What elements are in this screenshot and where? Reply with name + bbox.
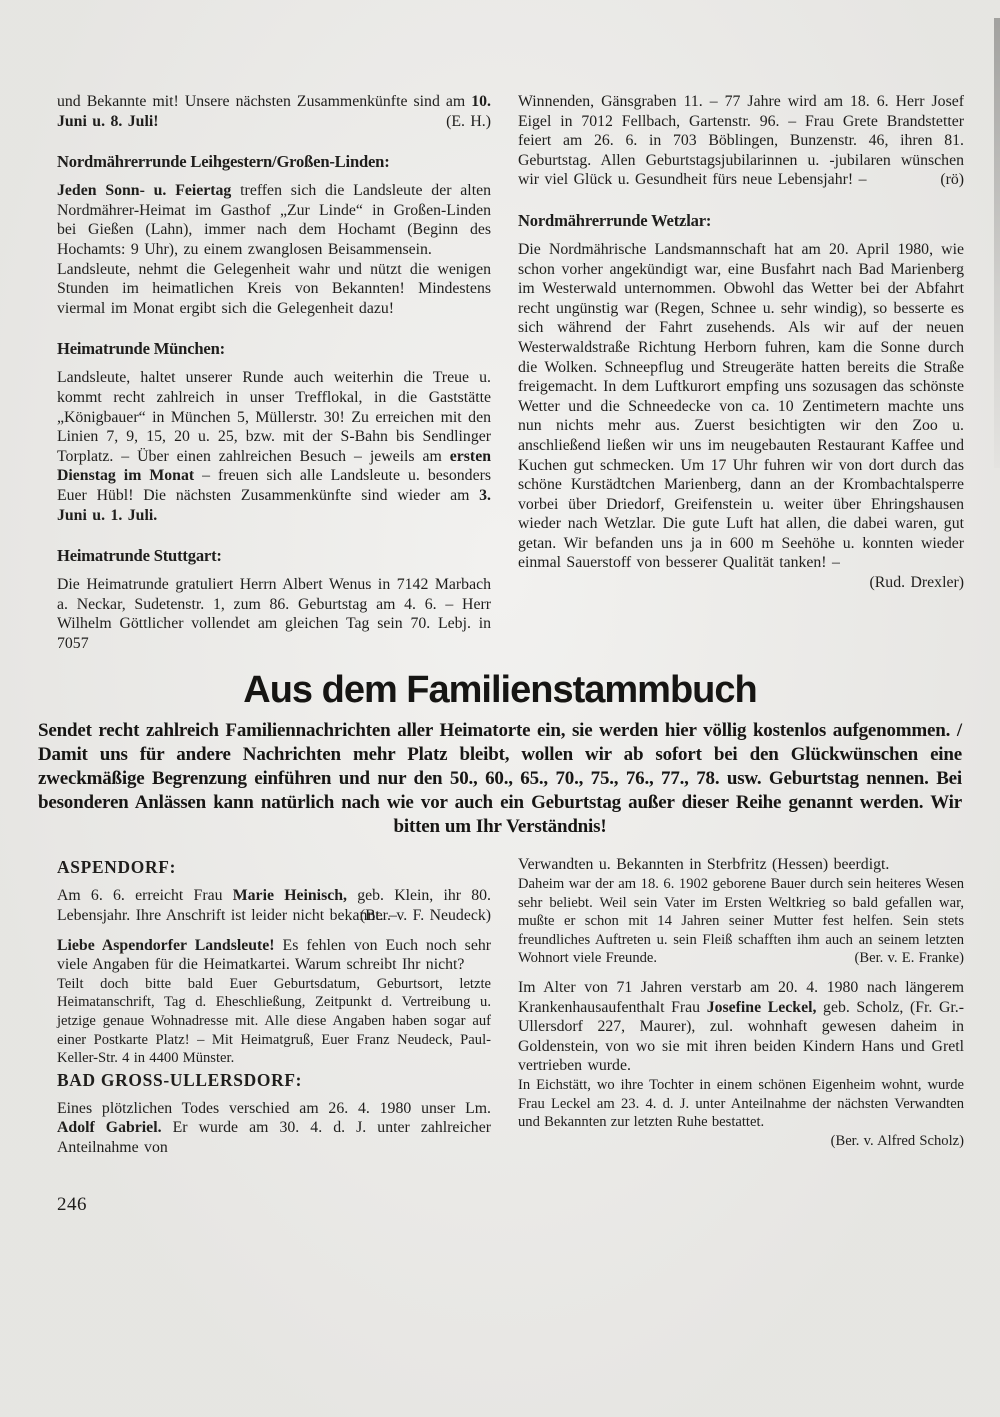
paragraph: [518, 855, 964, 875]
text-run: Heimatrunde München:: [57, 339, 225, 359]
text-run: Die Nordmährische Landsmannschaft hat am 20. April 1980, wie schon vorher angekündigt war, eine Busfahrt nach Bad Marienberg im Westerwald unternommen. Obwohl das Wetter bei der Abfahrt recht ungünstig war (Regen, Schnee u. sehr windig), so besserte es sich während der Fahrt zusehends. Als wir auf der neuen Westerwaldstraße Richtung Herborn fuhren, kam die Sonne durch die Wolken. Schneepflug und Streugeräte hatten bereits die Straße freigemacht. In dem Luftkurort empfing uns sozusagen das schönste Wetter und die Schneedecke von ca. 10 Zentimetern machte uns nun nichts mehr aus. Zuerst besichtigten wir den Zoo u. anschließend ließen wir uns im neugebauten Restaurant Kaffee und Kuchen gut schmecken. Um 17 Uhr fuhren wir von dort durch das schöne Kurstädtchen Marienberg, dann an der Krombachtalsperre vorbei über Driedorf, Greifenstein u. weiter über Ehringshausen wieder nach Wetzlar. Die gute Luft hat allen, die dabei waren, gut getan. Wir befanden uns ja in 600 m Seehöhe u. konnten wieder einmal Sauerstoff von besserer Qualität tanken! –: [518, 240, 964, 572]
text-run: treffen sich die Landsleute der alten Nordmährer-Heimat im Gasthof „Zur Linde“ in Großen-Linden bei Gießen (Lahn), immer nach dem Hochamt (Beginn des Hochamts: 9 Uhr), zu einem zwanglosen Beisammensein.: [57, 182, 491, 258]
section-heading: [57, 339, 491, 359]
text-run: geb. Scholz, (Fr. Gr.-Ullersdorf 227, Maurer), zul. wohnhaft gewesen daheim in Goldenstein, von wo sie mit ihren beiden Kindern Hans und Gretl vertrieben wurde.: [518, 998, 964, 1075]
paragraph: [518, 1076, 964, 1132]
paragraph: [57, 368, 491, 525]
text-run: Es fehlen von Euch noch sehr viele Angaben für die Heimatkartei. Warum schreibt Ihr nicht?: [57, 936, 491, 974]
bottom-section: [0, 855, 1000, 1157]
paragraph: [57, 936, 491, 975]
paragraph: [57, 92, 491, 131]
top-left-column: [57, 92, 491, 653]
section-heading: [57, 1070, 491, 1090]
bottom-right-column: [518, 855, 964, 1157]
paragraph: [518, 573, 964, 593]
emphasized-text: Josefine Leckel,: [706, 998, 817, 1016]
family-register-header: [0, 669, 1000, 711]
text-run: Winnenden, Gänsgraben 11. – 77 Jahre wird am 18. 6. Herr Josef Eigel in 7012 Fellbach, Gartenstr. 96. – Frau Grete Brandstetter feiert am 26. 6. in 703 Böblingen, Bunzenstr. 46, ihren 81. Geburtstag. Allen Geburtstagsjubilarinnen u. -jubilaren wünschen wir viel Glück u. Gesundheit fürs neue Lebensjahr! –: [518, 93, 964, 189]
text-run: – freuen sich alle Landsleute u. besonders Euer Hübl! Die nächsten Zusammenkünfte sind wieder am: [57, 467, 491, 504]
emphasized-text: Liebe Aspendorfer Landsleute!: [57, 936, 275, 954]
text-run: Am 6. 6. erreicht Frau: [57, 887, 233, 905]
text-run: Er wurde am 30. 4. d. J. unter zahlreicher Anteilnahme von: [57, 1119, 491, 1156]
bottom-left-column: [57, 855, 491, 1157]
top-right-column: [518, 92, 964, 653]
text-run: In Eichstätt, wo ihre Tochter in einem schönen Eigenheim wohnt, wurde Frau Leckel am 23. 4. d. J. unter Anteilnahme der nächsten Verwandten und Bekannten zur letzten Ruhe bestattet.: [518, 1077, 964, 1131]
section-heading: [57, 857, 491, 877]
text-run: Heimatrunde Stuttgart:: [57, 546, 222, 566]
paragraph: [518, 875, 964, 968]
paragraph: [57, 575, 491, 653]
byline: (rö): [940, 171, 964, 189]
emphasized-text: Adolf Gabriel.: [57, 1119, 162, 1137]
text-run: BAD GROSS-ULLERSDORF:: [57, 1069, 303, 1090]
emphasized-text: Marie Heinisch,: [232, 887, 347, 905]
text-run: Teilt doch bitte bald Euer Geburtsdatum, Geburtsort, letzte Heimatanschrift, Tag d. Eheschließung, Zeitpunkt d. Vertreibung u. jetzige genaue Wohnadresse mit. Alle diese Angaben haben sogar auf einer Postkarte Platz! – Mit Heimatgruß, Euer Franz Neudeck, Paul-Keller-Str. 4 in 4400 Münster.: [57, 975, 491, 1067]
top-section: [0, 92, 1000, 653]
scan-edge-shadow: [994, 18, 1000, 468]
paragraph: [57, 181, 491, 259]
paragraph: [57, 1099, 491, 1158]
emphasized-text: ersten Dienstag im Monat: [57, 447, 491, 485]
byline: (Ber. v. F. Neudeck): [359, 907, 491, 925]
text-run: Nordmährerrunde Leihgestern/Großen-Linden:: [57, 152, 390, 172]
section-heading: [57, 152, 491, 172]
paragraph: [518, 240, 964, 573]
text-run: (Ber. v. Alfred Scholz): [830, 1132, 964, 1149]
text-run: Landsleute, haltet unserer Runde auch weiterhin die Treue u. kommt recht zahlreich in unser Trefflokal, in die Gaststätte „Königbauer“ in München 5, Müllerstr. 30! Zu erreichen mit den Linien 7, 9, 15, 20 u. 25, bzw. mit der S-Bahn bis Sendlinger Torplatz. – Über einen zahlreichen Besuch – jeweils am: [57, 369, 491, 465]
paragraph: [518, 978, 964, 1076]
text-run: geb. Klein, ihr 80. Lebensjahr. Ihre Anschrift ist leider nicht bekannt. –: [57, 887, 491, 925]
byline: (E. H.): [446, 112, 491, 130]
page-number: 246: [57, 1193, 87, 1215]
paragraph: [518, 92, 964, 190]
paragraph: [57, 975, 491, 1068]
paragraph: [57, 260, 491, 319]
text-run: Daheim war der am 18. 6. 1902 geborene Bauer durch sein heiteres Wesen sehr beliebt. Weil sein Vater im Ersten Weltkrieg so bald gefallen war, mußte er schon mit 14 Jahren seiner Mutter fest helfen. Sein stets freundliches Auftreten u. sein Fleiß schafften ihm auch an seinem letzten Wohnort viele Freunde.: [518, 876, 964, 967]
text-run: Die Heimatrunde gratuliert Herrn Albert Wenus in 7142 Marbach a. Neckar, Sudetenstr. 1, zum 86. Geburtstag am 4. 6. – Herr Wilhelm Göttlicher vollendet am gleichen Tag sein 70. Lebj. in 7057: [57, 576, 491, 652]
emphasized-text: Jeden Sonn- u. Feiertag: [57, 182, 232, 200]
text-run: Eines plötzlichen Todes verschied am 26. 4. 1980 unser Lm.: [57, 1099, 491, 1117]
emphasized-text: 10. Juni u. 8. Juli!: [57, 93, 491, 130]
text-run: Im Alter von 71 Jahren verstarb am 20. 4. 1980 nach längerem Krankenhausaufenthalt Frau: [518, 979, 964, 1016]
family-register-intro: Sendet recht zahlreich Familiennachrichten aller Heimatorte ein, sie werden hier völlig kostenlos aufgenommen. / Damit uns für andere Nachrichten mehr Platz bleibt, wollen wir ab sofort bei den Glückwünschen eine zweckmäßige Begrenzung einführen und nur den 50., 60., 65., 70., 75., 76., 77., 78. usw. Geburtstag nennen. Bei besonderen Anlässen kann natürlich nach wie vor auch ein Geburtstag außer dieser Reihe genannt werden. Wir bitten um Ihr Verständnis!: [38, 720, 962, 838]
section-heading: [518, 211, 964, 231]
paragraph: [518, 1132, 964, 1151]
text-run: und Bekannte mit! Unsere nächsten Zusammenkünfte sind am: [57, 93, 472, 110]
text-run: Verwandten u. Bekannten in Sterbfritz (Hessen) beerdigt.: [518, 856, 890, 874]
text-run: Nordmährerrunde Wetzlar:: [518, 210, 712, 230]
emphasized-text: 3. Juni u. 1. Juli.: [57, 486, 491, 524]
section-heading: [57, 546, 491, 566]
byline: (Ber. v. E. Franke): [854, 950, 964, 967]
text-run: Landsleute, nehmt die Gelegenheit wahr und nützt die wenigen Stunden im heimatlichen Kreis von Bekannten! Mindestens viermal im Monat ergibt sich die Gelegenheit dazu!: [57, 260, 491, 317]
paragraph: [57, 886, 491, 925]
family-register-title: Aus dem Familienstammbuch: [243, 669, 757, 712]
text-run: ASPENDORF:: [57, 857, 177, 878]
text-run: (Rud. Drexler): [869, 574, 964, 592]
